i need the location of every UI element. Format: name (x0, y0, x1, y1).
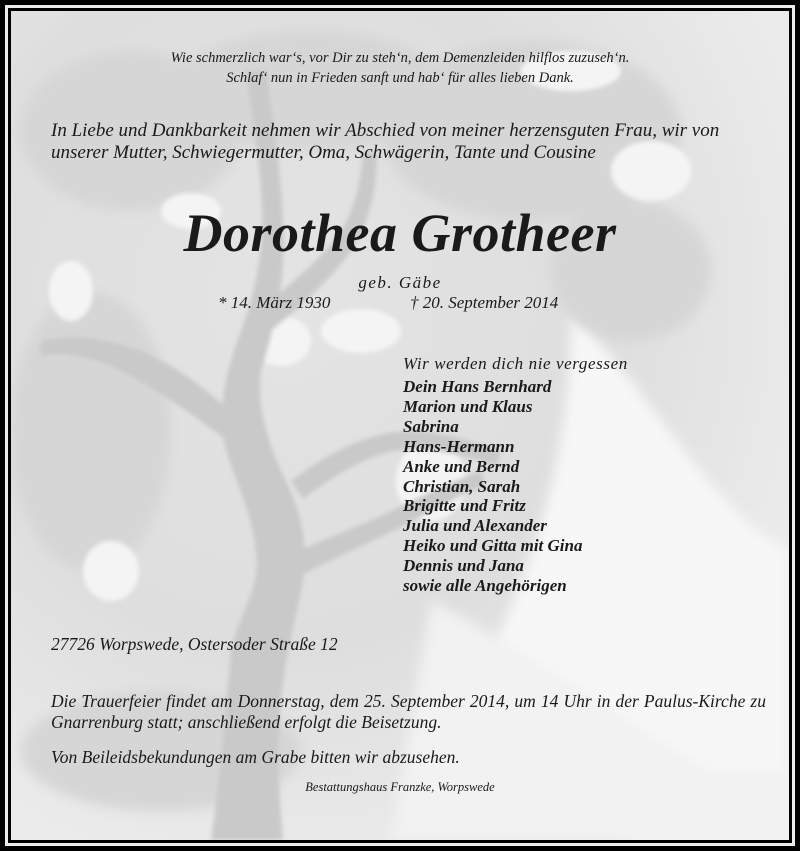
birth-name: geb. Gäbe (358, 273, 442, 292)
death-date-text: 20. September 2014 (422, 293, 559, 312)
mourner-item: Christian, Sarah (403, 476, 521, 496)
mourner-item: Anke und Bernd (403, 456, 520, 476)
mourners-list (403, 377, 582, 596)
poem-verse (11, 48, 789, 88)
deceased-name: Dorothea Grotheer (183, 203, 617, 263)
birth-date-text: 14. März 1930 (230, 293, 331, 312)
mourner-item: Dein Hans Bernhard (403, 377, 552, 396)
obituary-panel (11, 11, 789, 840)
remembrance-motto: Wir werden dich nie vergessen (403, 354, 628, 373)
mourner-item: Sabrina (403, 416, 459, 436)
poem-line-2: Schlaf‘ nun in Frieden sanft und hab‘ für alles lieben Dank. (226, 70, 574, 86)
undertaker-credit: Bestattungshaus Franzke, Worpswede (305, 780, 495, 794)
mourner-item: Dennis und Jana (403, 556, 524, 576)
birth-star-icon: * (218, 293, 227, 312)
mourner-item: Brigitte und Fritz (403, 496, 526, 516)
death-dagger-icon: † (410, 293, 419, 312)
obituary-content (11, 11, 789, 840)
mourner-item: Heiko und Gitta mit Gina (403, 536, 583, 556)
death-date (410, 293, 558, 313)
mourner-item: sowie alle Angehörigen (403, 576, 567, 596)
birth-date (218, 293, 330, 313)
condolence-note: Von Beileidsbekundungen am Grabe bitten wir abzusehen. (51, 747, 460, 767)
farewell-intro-text: In Liebe und Dankbarkeit nehmen wir Abschied von meiner herzensguten Frau, wir von unserer Mutter, Schwiegermutter, Oma, Schwägerin, Tante und Cousine (51, 120, 720, 163)
poem-line-1: Wie schmerzlich war‘s, vor Dir zu steh‘n, dem Demenzleiden hilflos zuzuseh‘n. (170, 50, 630, 66)
family-address: 27726 Worpswede, Ostersoder Straße 12 (51, 634, 338, 654)
mourner-item: Hans-Hermann (403, 436, 515, 456)
mourner-item: Marion und Klaus (403, 396, 533, 416)
funeral-service-info: Die Trauerfeier findet am Donnerstag, dem 25. September 2014, um 14 Uhr in der Paulus-Kirche zu Gnarrenburg statt; anschließend erfolgt die Beisetzung. (51, 691, 766, 732)
mourner-item: Julia und Alexander (403, 516, 547, 536)
